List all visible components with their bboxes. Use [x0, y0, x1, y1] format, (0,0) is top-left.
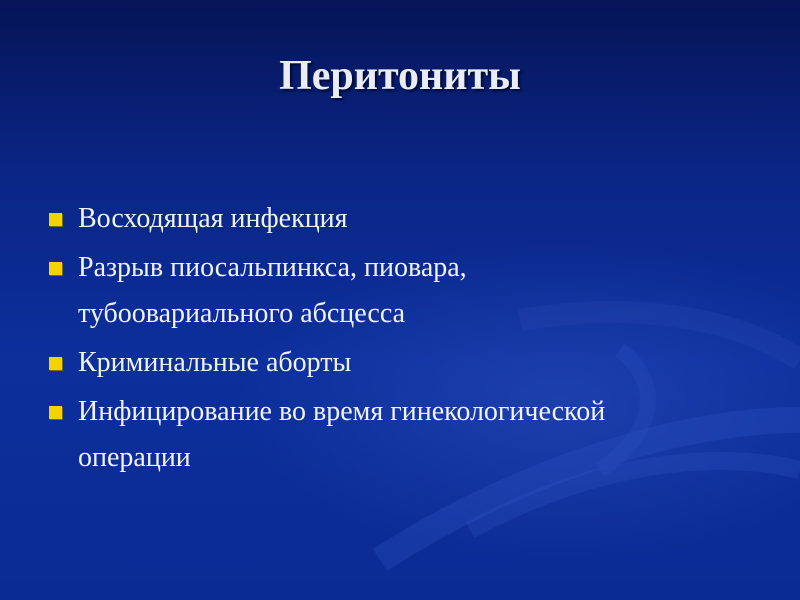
- bullet-list: [46, 196, 766, 481]
- bullet-item: [46, 340, 766, 386]
- square-bullet-icon: [49, 262, 62, 275]
- bullet-text: Инфицирование во время гинекологической операции: [78, 396, 606, 473]
- bullet-text: Криминальные аборты: [78, 347, 352, 378]
- square-bullet-icon: [49, 406, 62, 419]
- bullet-item: [46, 245, 766, 337]
- bullet-item: [46, 196, 766, 242]
- square-bullet-icon: [49, 357, 62, 370]
- square-bullet-icon: [49, 213, 62, 226]
- bullet-text: Разрыв пиосальпинкса, пиовара, тубоовариального абсцесса: [78, 252, 467, 329]
- bullet-text: Восходящая инфекция: [78, 203, 348, 234]
- bullet-item: [46, 389, 766, 481]
- slide-title: Перитониты: [279, 53, 521, 99]
